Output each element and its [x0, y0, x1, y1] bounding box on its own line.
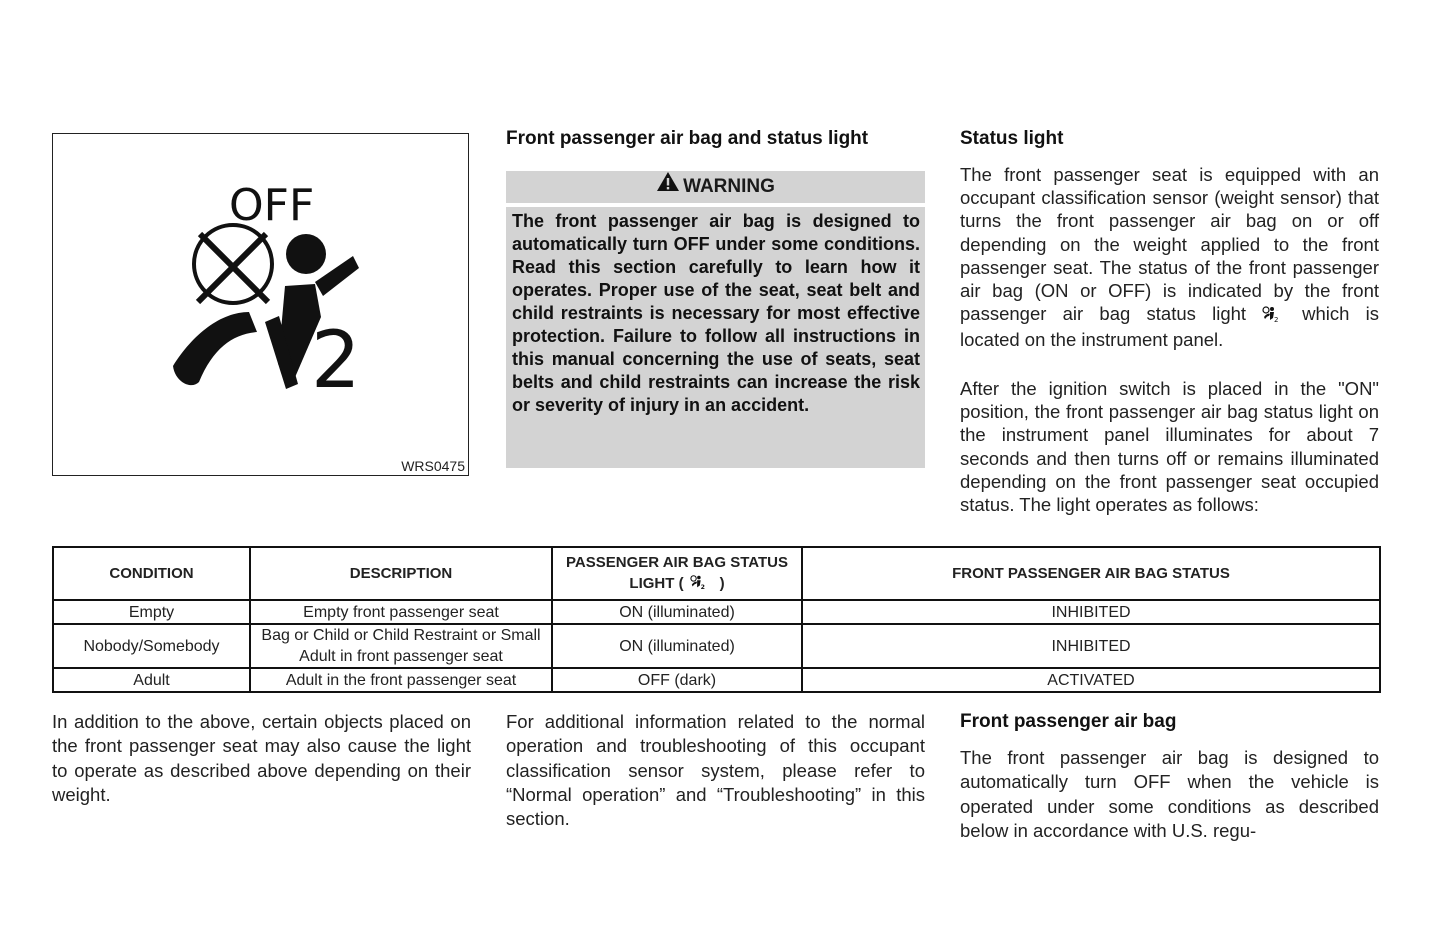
header-status-light: PASSENGER AIR BAG STATUS LIGHT ( 2 )	[552, 547, 802, 600]
front-airbag-paragraph: The front passenger air bag is designed to automatically turn OFF when the vehicle is operated under some conditions as described below in accordance with U.S. regu-	[960, 747, 1379, 841]
ignition-paragraph: After the ignition switch is placed in the "ON" position, the front passenger air bag status light on the instrument panel illuminates for about 7 seconds and then turns off or remains illuminated depending on the front passenger seat occupied status. The light operates as follows:	[960, 378, 1379, 516]
status-light-paragraph	[960, 163, 1379, 352]
cell-description: Empty front passenger seat	[250, 600, 552, 624]
warning-triangle-icon	[656, 171, 680, 203]
objects-paragraph: In addition to the above, certain objects placed on the front passenger seat may also cause the light to operate as described above depending on their weight.	[52, 711, 471, 805]
status-light-text-2: which is located on the instrument panel.	[960, 303, 1379, 351]
status-light-table	[52, 546, 1381, 693]
section-heading-status-light: Status light	[960, 128, 1064, 149]
cell-description: Adult in the front passenger seat	[250, 668, 552, 692]
cell-condition: Adult	[53, 668, 250, 692]
warning-header	[506, 171, 925, 203]
header-condition: CONDITION	[53, 547, 250, 600]
svg-text:2: 2	[700, 583, 705, 590]
section-heading-front-airbag: Front passenger air bag	[960, 711, 1177, 732]
header-front-status: FRONT PASSENGER AIR BAG STATUS	[802, 547, 1380, 600]
section-heading-airbag-status: Front passenger air bag and status light	[506, 128, 869, 149]
seat-number: 2	[311, 316, 361, 406]
cell-light: ON (illuminated)	[552, 600, 802, 624]
cell-light: ON (illuminated)	[552, 624, 802, 668]
warning-title: WARNING	[683, 176, 775, 198]
passenger-airbag-off-icon	[53, 134, 470, 477]
cell-condition: Empty	[53, 600, 250, 624]
cell-condition: Nobody/Somebody	[53, 624, 250, 668]
status-light-icon	[690, 574, 706, 596]
header-description: DESCRIPTION	[250, 547, 552, 600]
cell-status: INHIBITED	[802, 600, 1380, 624]
status-light-icon	[1262, 305, 1280, 328]
additional-info-paragraph: For additional information related to the normal operation and troubleshooting of this occupant classification sensor system, please refer to “Normal operation” and “Troubleshooting” in this section.	[506, 711, 925, 830]
warning-text: The front passenger air bag is designed to automatically turn OFF under some conditions. Read this section carefully to learn how it operates. Proper use of the seat, seat belt and child restraints is necessary for most effective protection. Failure to follow all instructions in this manual concerning the use of seats, seat belts and child restraints can increase the risk or severity of injury in an accident.	[506, 207, 925, 468]
table-row	[53, 600, 1380, 624]
cell-light: OFF (dark)	[552, 668, 802, 692]
table-row	[53, 624, 1380, 668]
cell-description: Bag or Child or Child Restraint or Small Adult in front passenger seat	[250, 624, 552, 668]
status-light-text-1: The front passenger seat is equipped with an occupant classification sensor (weight sensor) that turns the front passenger air bag on or off depending on the weight applied to the front passenger seat. The status of the front passenger air bag (ON or OFF) is indicated by the front passenger air bag status light	[960, 164, 1379, 325]
airbag-off-figure	[52, 133, 469, 476]
cell-status: ACTIVATED	[802, 668, 1380, 692]
table-row	[53, 668, 1380, 692]
off-label: OFF	[229, 180, 315, 231]
cell-status: INHIBITED	[802, 624, 1380, 668]
figure-code: WRS0475	[401, 458, 465, 474]
svg-text:2: 2	[1274, 316, 1279, 324]
